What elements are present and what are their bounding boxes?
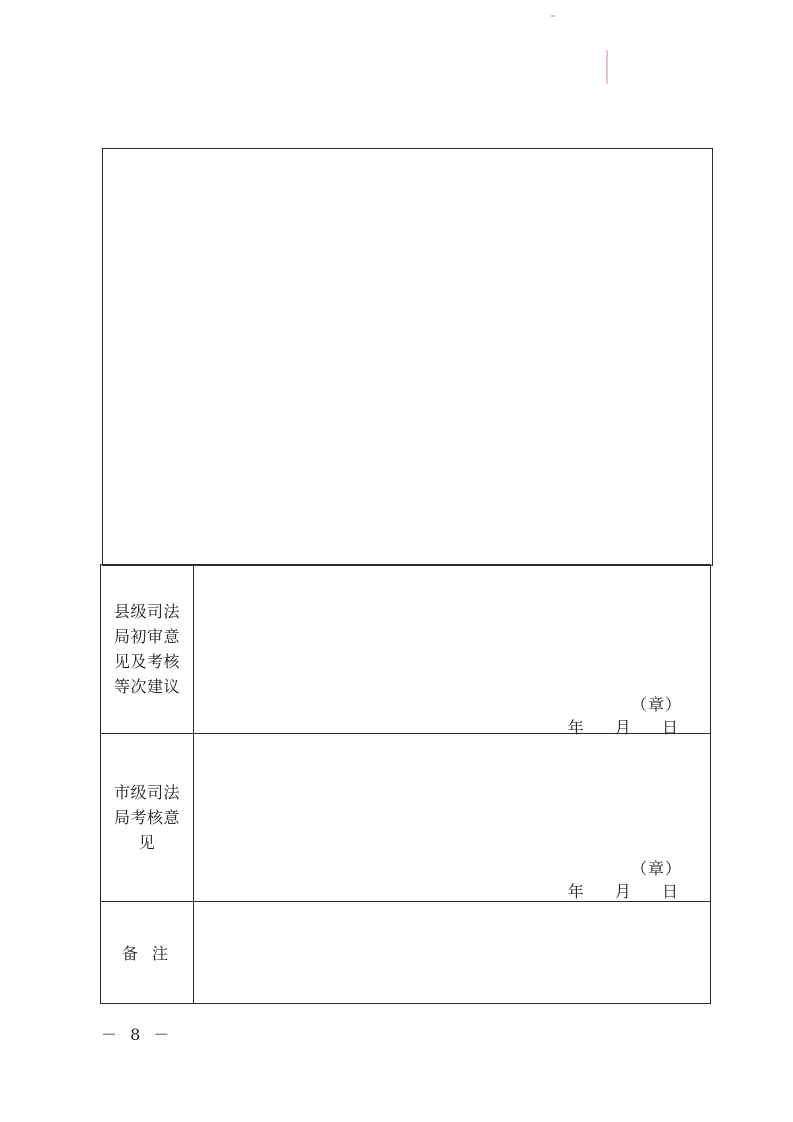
county-review-label-cell: [101, 565, 194, 733]
city-review-month: 月: [614, 882, 631, 901]
city-review-row: [101, 734, 710, 902]
city-review-year: 年: [567, 882, 584, 901]
county-review-month: 月: [614, 718, 631, 737]
county-review-label: 县级司法局初审意见及考核等次建议: [113, 602, 180, 696]
city-review-day: 日: [661, 882, 678, 901]
city-review-date: [568, 879, 678, 902]
county-review-day: 日: [661, 718, 678, 737]
county-review-seal: （章）: [630, 695, 682, 714]
remarks-row: [101, 902, 710, 1003]
county-review-year: 年: [567, 718, 584, 737]
city-review-label-cell: [101, 734, 194, 901]
review-table: [100, 564, 711, 1004]
remarks-content[interactable]: [194, 902, 710, 1003]
page-number: － 8 －: [101, 1025, 174, 1044]
city-review-seal: （章）: [630, 859, 682, 878]
scan-mark: [606, 50, 608, 84]
remarks-label: 备注: [121, 944, 182, 963]
county-review-content[interactable]: [194, 565, 710, 737]
city-review-label: 市级司法局考核意见: [113, 783, 180, 852]
remarks-label-cell: [101, 902, 194, 1003]
county-review-row: [101, 565, 710, 737]
city-review-content[interactable]: [194, 734, 710, 901]
scan-speck: [551, 15, 555, 17]
upper-content-box: [102, 148, 713, 566]
